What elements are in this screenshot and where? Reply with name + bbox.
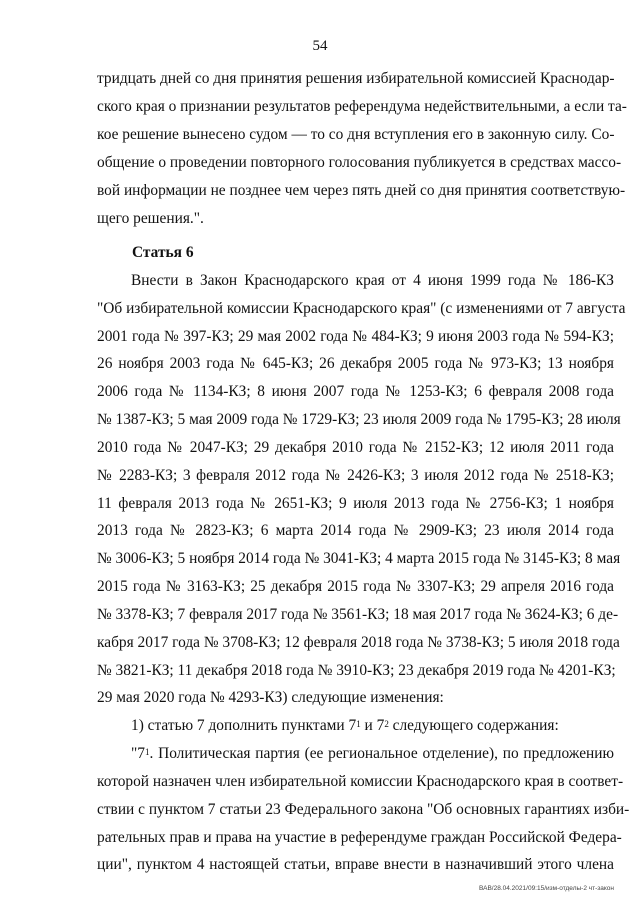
item-7-1-sup: 1 (144, 747, 150, 757)
article-line: "Об избирательной комиссии Краснодарского края" (с изменениями от 7 августа (97, 300, 626, 317)
intro-line: ского края о признании результатов референдума недействительными, а если та- (97, 98, 627, 115)
article-line: 2006 года № 1134-КЗ; 8 июня 2007 года № 1253-КЗ; 6 февраля 2008 года (97, 383, 614, 400)
intro-line: щего решения.". (97, 210, 204, 227)
item-7-1-text-b: . Политическая партия (ее региональное отделение), по предложению (149, 745, 614, 762)
item-7-1-first-line (131, 744, 614, 764)
item-7-1-line: ствии с пунктом 7 статьи 23 Федерального закона "Об основных гарантиях изби- (97, 801, 630, 818)
article-line: № 3006-КЗ; 5 ноября 2014 года № 3041-КЗ; 4 марта 2015 года № 3145-КЗ; 8 мая (97, 550, 621, 567)
item-1-sup-2: 2 (384, 719, 389, 729)
item-1-text-a: 1) статью 7 дополнить пунктами 7 (131, 717, 357, 734)
intro-line: общение о проведении повторного голосования публикуется в средствах массо- (97, 154, 622, 171)
item-1-line (131, 716, 559, 736)
article-line: 29 мая 2020 года № 4293-КЗ) следующие изменения: (97, 689, 444, 706)
article-line: № 2283-КЗ; 3 февраля 2012 года № 2426-КЗ; 3 июля 2012 года № 2518-КЗ; (97, 467, 614, 484)
item-1-text-b: и 7 (360, 717, 385, 734)
intro-line: кое решение вынесено судом — то со дня вступления его в законную силу. Со- (97, 126, 615, 143)
intro-line: тридцать дней со дня принятия решения избирательной комиссией Краснодар- (97, 70, 615, 87)
article-line: 2013 года № 2823-КЗ; 6 марта 2014 года № 2909-КЗ; 23 июля 2014 года (97, 522, 614, 539)
article-line: № 3821-КЗ; 11 декабря 2018 года № 3910-КЗ; 23 декабря 2019 года № 4201-КЗ; (97, 662, 616, 679)
item-7-1-line: ции", пунктом 4 настоящей статьи, вправе внести в назначивший этого члена (97, 856, 614, 873)
item-7-1-text-a: "7 (131, 745, 145, 762)
article-line: 2001 года № 397-КЗ; 29 мая 2002 года № 484-КЗ; 9 июня 2003 года № 594-КЗ; (97, 328, 614, 345)
article-line: 2010 года № 2047-КЗ; 29 декабря 2010 года № 2152-КЗ; 12 июля 2011 года (97, 439, 614, 456)
article-heading: Статья 6 (132, 244, 194, 261)
article-line: 26 ноября 2003 года № 645-КЗ; 26 декабря 2005 года № 973-КЗ; 13 ноября (97, 355, 614, 372)
article-line: Внести в Закон Краснодарского края от 4 июня 1999 года № 186-КЗ (131, 272, 614, 289)
intro-line: вой информации не позднее чем через пять дней со дня принятия соответствую- (97, 182, 626, 199)
item-1-sup-1: 1 (356, 719, 361, 729)
article-line: кабря 2017 года № 3708-КЗ; 12 февраля 2018 года № 3738-КЗ; 5 июля 2018 года (97, 634, 620, 651)
item-7-1-line: рательных прав и права на участие в референдуме граждан Российской Федера- (97, 829, 622, 846)
item-1-text-c: следующего содержания: (388, 717, 559, 734)
page-number: 54 (312, 38, 328, 54)
footer-stamp: ВАВ/28.04.2021/09:15/изм-отделы-2 чт-закон (479, 885, 614, 892)
article-line: 11 февраля 2013 года № 2651-КЗ; 9 июля 2013 года № 2756-КЗ; 1 ноября (97, 495, 614, 512)
article-line: 2015 года № 3163-КЗ; 25 декабря 2015 года № 3307-КЗ; 29 апреля 2016 года (97, 578, 614, 595)
article-line: № 3378-КЗ; 7 февраля 2017 года № 3561-КЗ; 18 мая 2017 года № 3624-КЗ; 6 де- (97, 606, 619, 623)
article-line: № 1387-КЗ; 5 мая 2009 года № 1729-КЗ; 23 июля 2009 года № 1795-КЗ; 28 июля (97, 411, 621, 428)
item-7-1-line: которой назначен член избирательной комиссии Краснодарского края в соответ- (97, 773, 624, 790)
